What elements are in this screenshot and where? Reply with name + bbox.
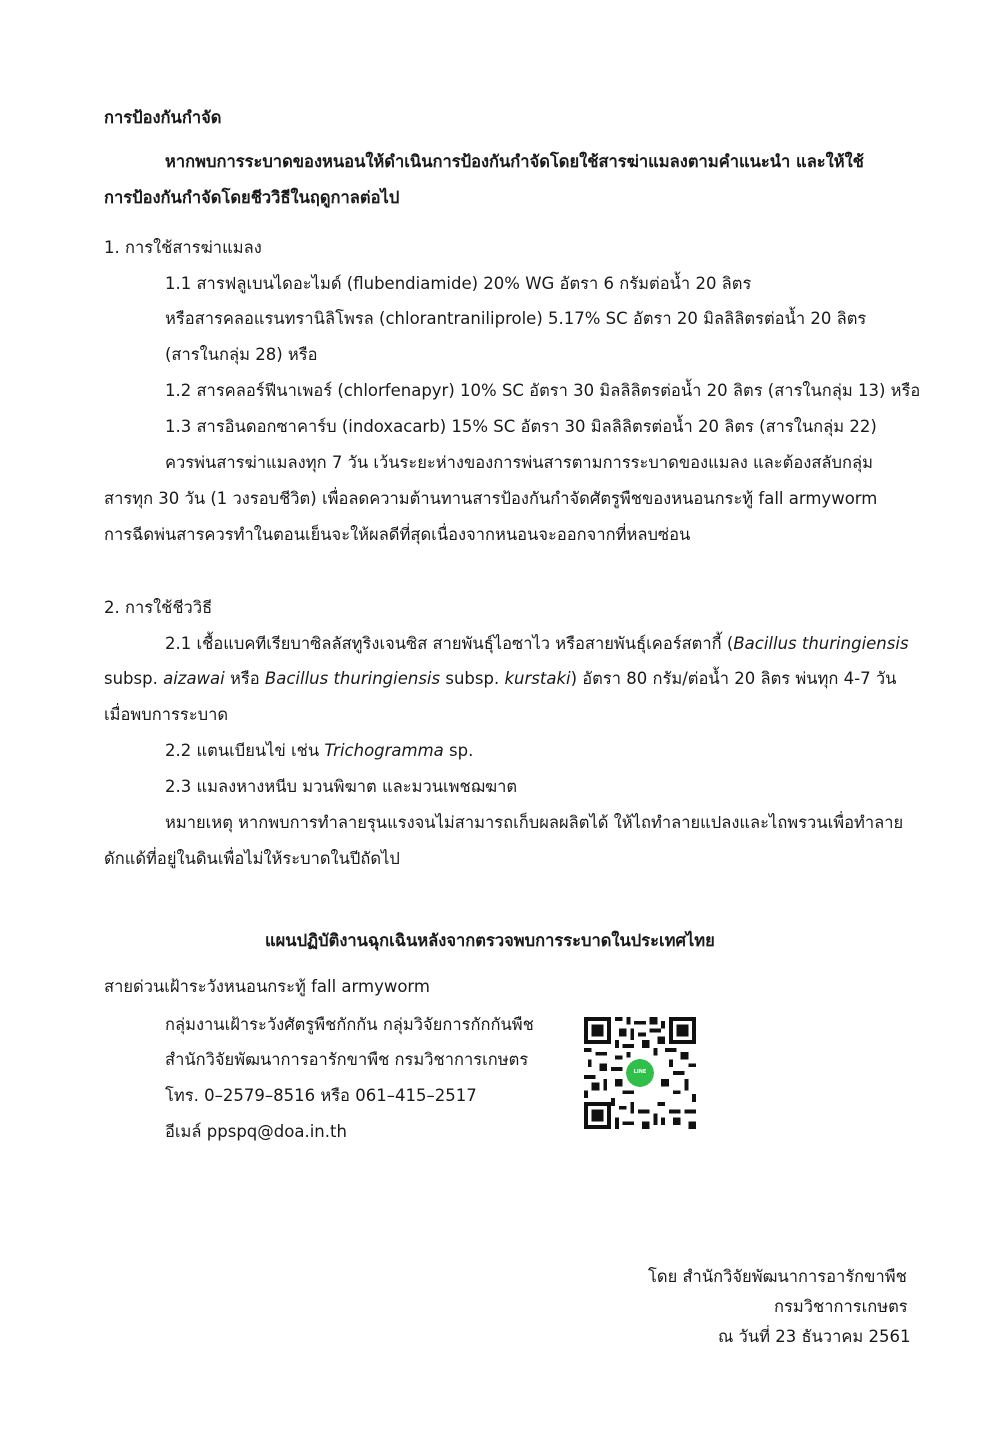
- section1-item-1-2: 1.2 สารคลอร์ฟีนาเพอร์ (chlorfenapyr) 10% SC อัตรา 30 มิลลิลิตรต่อน้ำ 20 ลิตร (สารในกลุ่ม 13) หรือ: [165, 381, 921, 400]
- section1-note-2: สารทุก 30 วัน (1 วงรอบชีวิต) เพื่อลดความต้านทานสารป้องกันกำจัดศัตรูพืชของหนอนกระทู้ fall armyworm: [104, 489, 878, 508]
- section1-title: 1. การใช้สารฆ่าแมลง: [104, 238, 262, 257]
- section2-remark-2: ดักแด้ที่อยู่ในดินเพื่อไม่ให้ระบาดในปีถัดไป: [104, 849, 400, 868]
- section2-item-2-1-line1: 2.1 เชื้อแบคทีเรียบาซิลลัสทูริงเจนซิส สายพันธุ์ไอซาไว หรือสายพันธุ์เคอร์สตากี้ (Bacillus thuringiensis: [165, 634, 909, 653]
- section2-item-2-1-line3: เมื่อพบการระบาด: [104, 705, 229, 724]
- line-qr-code[interactable]: [584, 1017, 696, 1129]
- section1-item-1-1-alt: หรือสารคลอแรนทรานิลิโพรล (chlorantraniliprole) 5.17% SC อัตรา 20 มิลลิลิตรต่อน้ำ 20 ลิตร: [165, 309, 867, 328]
- section2-remark-1: หมายเหตุ หากพบการทำลายรุนแรงจนไม่สามารถเก็บผลผลิตได้ ให้ไถทำลายแปลงและไถพรวนเพื่อทำลาย: [165, 813, 904, 832]
- plan-title: แผนปฏิบัติงานฉุกเฉินหลังจากตรวจพบการระบาดในประเทศไทย: [265, 931, 715, 950]
- section2-item-2-3: 2.3 แมลงหางหนีบ มวนพิฆาต และมวนเพชฌฆาต: [165, 777, 518, 796]
- section1-item-1-1: 1.1 สารฟลูเบนไดอะไมด์ (flubendiamide) 20% WG อัตรา 6 กรัมต่อน้ำ 20 ลิตร: [165, 274, 752, 293]
- section1-item-1-1-group: (สารในกลุ่ม 28) หรือ: [165, 345, 318, 364]
- line-badge-label: LINE: [633, 1069, 647, 1075]
- hotline-email: อีเมล์ ppspq@doa.in.th: [165, 1122, 347, 1141]
- hotline-org-line-1: กลุ่มงานเฝ้าระวังศัตรูพืชกักกัน กลุ่มวิจัยการกักกันพืช: [165, 1015, 534, 1034]
- page-heading: การป้องกันกำจัด: [104, 108, 222, 127]
- signature-date: ณ วันที่ 23 ธันวาคม 2561: [718, 1327, 911, 1346]
- section1-note-3: การฉีดพ่นสารควรทำในตอนเย็นจะให้ผลดีที่สุดเนื่องจากหนอนจะออกจากที่หลบซ่อน: [104, 525, 691, 544]
- intro-line-2: การป้องกันกำจัดโดยชีววิธีในฤดูกาลต่อไป: [104, 188, 400, 207]
- section1-note-1: ควรพ่นสารฆ่าแมลงทุก 7 วัน เว้นระยะห่างของการพ่นสารตามการระบาดของแมลง และต้องสลับกลุ่ม: [165, 453, 873, 472]
- hotline-org-line-2: สำนักวิจัยพัฒนาการอารักขาพืช กรมวิชาการเกษตร: [165, 1050, 529, 1069]
- section2-item-2-2: 2.2 แตนเบียนไข่ เช่น Trichogramma sp.: [165, 741, 474, 760]
- hotline-title: สายด่วนเฝ้าระวังหนอนกระทู้ fall armyworm: [104, 977, 430, 996]
- signature-line-2: กรมวิชาการเกษตร: [774, 1297, 908, 1316]
- signature-line-1: โดย สำนักวิจัยพัฒนาการอารักขาพืช: [648, 1267, 907, 1286]
- section1-item-1-3: 1.3 สารอินดอกซาคาร์บ (indoxacarb) 15% SC อัตรา 30 มิลลิลิตรต่อน้ำ 20 ลิตร (สารในกลุ่ม 22): [165, 417, 877, 436]
- intro-line-1: หากพบการระบาดของหนอนให้ดำเนินการป้องกันกำจัดโดยใช้สารฆ่าแมลงตามคำแนะนำ และให้ใช้: [165, 152, 864, 171]
- hotline-phone: โทร. 0–2579–8516 หรือ 061–415–2517: [165, 1086, 477, 1105]
- section2-item-2-1-line2: subsp. aizawai หรือ Bacillus thuringiensis subsp. kurstaki) อัตรา 80 กรัม/ต่อน้ำ 20 ลิตร พ่นทุก 4-7 วัน: [104, 669, 897, 688]
- section2-title: 2. การใช้ชีววิธี: [104, 598, 213, 617]
